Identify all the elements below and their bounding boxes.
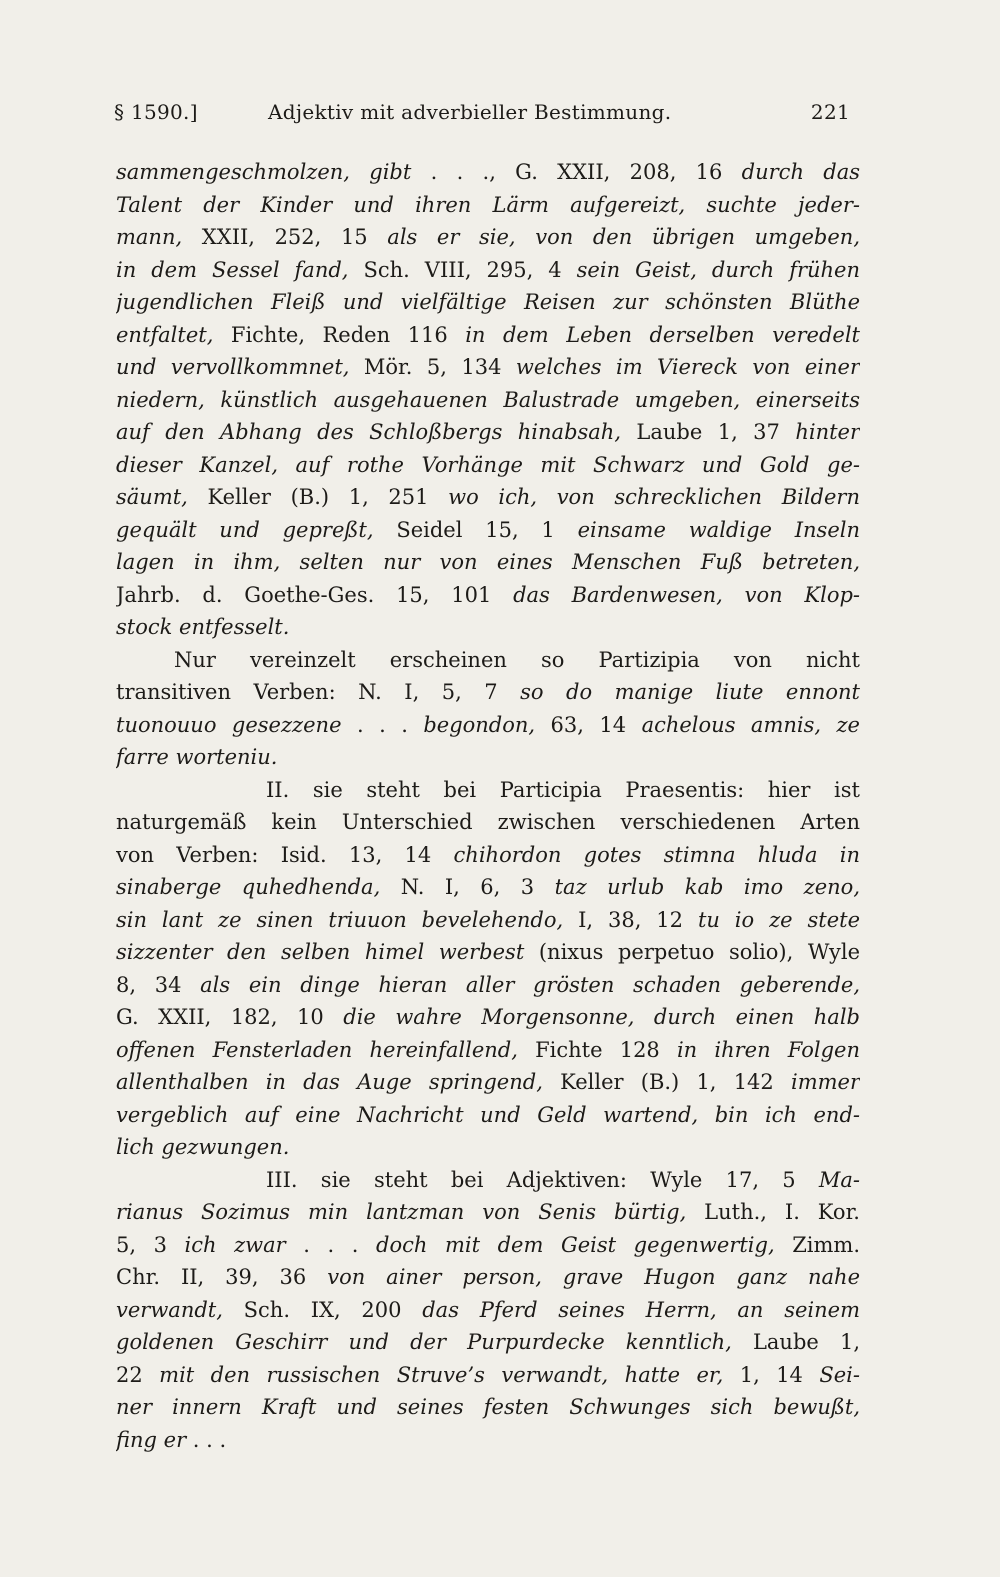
italic-segment: sein Geist, durch frühen (576, 257, 860, 282)
italic-segment: auf den Abhang des Schloßbergs hinabsah, (116, 420, 622, 444)
italic-segment: begondon, (423, 712, 536, 737)
body-text (116, 156, 860, 1456)
text-line (116, 221, 860, 254)
text-segment: transitiven Verben: N. I, 5, 7 (116, 680, 521, 704)
text-line (116, 644, 860, 677)
text-line (116, 579, 860, 612)
text-segment: Chr. II, 39, 36 (116, 1265, 328, 1289)
text-line (116, 936, 860, 969)
text-segment: Keller (B.) 1, 142 (542, 1070, 791, 1094)
italic-segment: jugendlichen Fleiß und vielfältige Reisen zur schönsten Blüthe (116, 290, 860, 314)
text-segment: . . . (285, 1232, 377, 1257)
italic-segment: als er sie, von den übrigen umgeben, (387, 225, 860, 249)
italic-segment: goldenen Geschirr und der Purpurdecke kenntlich, (116, 1330, 732, 1354)
running-header (114, 100, 850, 134)
italic-segment: Ma- (818, 1167, 860, 1192)
text-line (116, 774, 860, 807)
text-line (116, 741, 860, 774)
italic-segment: welches im Viereck von einer (515, 355, 860, 379)
text-line (116, 1099, 860, 1132)
text-line (116, 1001, 860, 1034)
italic-segment: chihordon gotes stimna hluda in (453, 842, 860, 867)
text-line (116, 384, 860, 417)
text-line (116, 286, 860, 319)
italic-segment: vergeblich auf eine Nachricht und Geld wartend, bin ich end- (116, 1102, 860, 1127)
text-line (116, 611, 860, 644)
italic-segment: niedern, künstlich ausgehauenen Balustrade umgeben, einerseits (116, 387, 860, 412)
italic-segment: von ainer person, grave Hugon ganz nahe (327, 1265, 860, 1289)
text-segment: Fichte, Reden 116 (213, 322, 466, 347)
italic-segment: offenen Fensterladen hereinfallend, (116, 1037, 518, 1062)
text-line (116, 546, 860, 579)
italic-segment: mit den russischen Struve’s verwandt, hatte er, (159, 1362, 724, 1387)
text-segment: Seidel 15, 1 (373, 517, 578, 542)
italic-segment: sizzenter den selben himel werbest (116, 940, 525, 964)
text-line (116, 481, 860, 514)
italic-segment: hinter (795, 420, 860, 444)
italic-segment: tu io ze stete (697, 907, 860, 932)
text-line (116, 254, 860, 287)
text-line (116, 1359, 860, 1392)
text-segment: Laube 1, 37 (621, 420, 796, 444)
text-segment: naturgemäß kein Unterschied zwischen verschiedenen Arten (116, 810, 860, 834)
italic-segment: sinaberge quhedhenda, (116, 875, 381, 899)
italic-segment: lich gezwungen. (116, 1135, 290, 1159)
text-line (116, 904, 860, 937)
italic-segment: doch mit dem Geist gegenwertig, (376, 1232, 775, 1257)
text-segment: Luth., I. Kor. (686, 1200, 860, 1224)
text-segment: . . . (341, 712, 424, 737)
italic-segment: so do manige liute ennont (520, 680, 860, 704)
text-segment: 8, 34 (116, 972, 201, 997)
text-line (116, 806, 860, 839)
italic-segment: taz urlub kab imo zeno, (554, 875, 860, 899)
text-segment: G. XXII, 182, 10 (116, 1005, 344, 1029)
italic-segment: Talent der Kinder und ihren Lärm aufgereizt, suchte jeder- (116, 192, 860, 217)
italic-segment: Sei- (819, 1362, 860, 1387)
page-number: 221 (810, 100, 850, 124)
section-marker: § 1590.] (114, 100, 198, 124)
text-segment: von Verben: Isid. 13, 14 (116, 842, 454, 867)
italic-segment: durch das (741, 160, 860, 184)
text-line (116, 1424, 860, 1457)
text-line (116, 1131, 860, 1164)
text-line (116, 1164, 860, 1197)
running-title: Adjektiv mit adverbieller Bestimmung. (268, 100, 672, 124)
text-segment: 1, 14 (723, 1362, 820, 1387)
text-segment: N. I, 6, 3 (380, 875, 555, 899)
text-line (116, 676, 860, 709)
italic-segment: ich zwar (184, 1232, 286, 1257)
text-line (116, 1261, 860, 1294)
italic-segment: verwandt, (116, 1297, 223, 1322)
text-segment: . . . (186, 1427, 227, 1452)
text-segment: 63, 14 (535, 712, 642, 737)
italic-segment: sin lant ze sinen triuuon bevelehendo, (116, 907, 564, 932)
text-line (116, 351, 860, 384)
text-line (116, 156, 860, 189)
text-segment: (nixus perpetuo solio), Wyle (524, 940, 860, 964)
text-segment: Jahrb. d. Goethe-Ges. 15, 101 (116, 582, 514, 607)
italic-segment: als ein dinge hieran aller grösten schaden geberende, (200, 972, 860, 997)
text-line (116, 709, 860, 742)
italic-segment: achelous amnis, ze (641, 712, 860, 737)
italic-segment: in ihren Folgen (676, 1037, 860, 1062)
italic-segment: rianus Sozimus min lantzman von Senis bürtig, (116, 1200, 687, 1224)
text-line (116, 839, 860, 872)
italic-segment: stock entfesselt. (116, 615, 290, 639)
italic-segment: lagen in ihm, selten nur von eines Menschen Fuß betreten, (116, 550, 860, 574)
text-line (116, 514, 860, 547)
text-line (116, 1034, 860, 1067)
text-line (116, 449, 860, 482)
text-segment: 5, 3 (116, 1232, 185, 1257)
text-line (116, 969, 860, 1002)
text-segment: Sch. VIII, 295, 4 (348, 257, 577, 282)
text-line (116, 1294, 860, 1327)
text-line (116, 319, 860, 352)
text-segment: Laube 1, (731, 1330, 860, 1354)
text-segment: 22 (116, 1362, 160, 1387)
italic-segment: und vervollkommnet, (116, 355, 350, 379)
text-segment: I, 38, 12 (563, 907, 698, 932)
italic-segment: wo ich, von schrecklichen Bildern (448, 485, 860, 509)
text-segment: Mör. 5, 134 (349, 355, 516, 379)
text-segment: Zimm. (774, 1232, 860, 1257)
text-line (116, 1196, 860, 1229)
italic-segment: immer (790, 1070, 860, 1094)
text-line (116, 189, 860, 222)
italic-segment: säumt, (116, 485, 188, 509)
text-segment: Fichte 128 (517, 1037, 677, 1062)
italic-segment: tuonouuo gesezzene (116, 712, 342, 737)
text-line (116, 416, 860, 449)
italic-segment: fing er (116, 1427, 187, 1452)
italic-segment: die wahre Morgensonne, durch einen halb (343, 1005, 860, 1029)
text-segment: Sch. IX, 200 (222, 1297, 423, 1322)
text-segment: III. sie steht bei Adjektiven: Wyle 17, 5 (266, 1167, 819, 1192)
italic-segment: ner innern Kraft und seines festen Schwunges sich bewußt, (116, 1395, 860, 1419)
text-line (116, 871, 860, 904)
italic-segment: allenthalben in das Auge springend, (116, 1070, 543, 1094)
italic-segment: das Bardenwesen, von Klop- (513, 582, 860, 607)
italic-segment: in dem Leben derselben veredelt (465, 322, 860, 347)
italic-segment: entfaltet, (116, 322, 214, 347)
text-segment: XXII, 252, 15 (182, 225, 388, 249)
italic-segment: einsame waldige Inseln (577, 517, 860, 542)
italic-segment: das Pferd seines Herrn, an seinem (422, 1297, 860, 1322)
text-line (116, 1326, 860, 1359)
italic-segment: sammengeschmolzen, gibt (116, 160, 412, 184)
text-segment: . . ., G. XXII, 208, 16 (411, 160, 742, 184)
text-line (116, 1229, 860, 1262)
italic-segment: mann, (116, 225, 183, 249)
italic-segment: in dem Sessel fand, (116, 257, 349, 282)
italic-segment: farre worteniu. (116, 745, 278, 769)
text-line (116, 1391, 860, 1424)
text-segment: Keller (B.) 1, 251 (187, 485, 449, 509)
text-segment: II. sie steht bei Participia Praesentis: hier ist (266, 777, 860, 802)
text-segment: Nur vereinzelt erscheinen so Partizipia von nicht (174, 647, 860, 672)
italic-segment: dieser Kanzel, auf rothe Vorhänge mit Schwarz und Gold ge- (116, 452, 860, 477)
italic-segment: gequält und gepreßt, (116, 517, 374, 542)
text-line (116, 1066, 860, 1099)
